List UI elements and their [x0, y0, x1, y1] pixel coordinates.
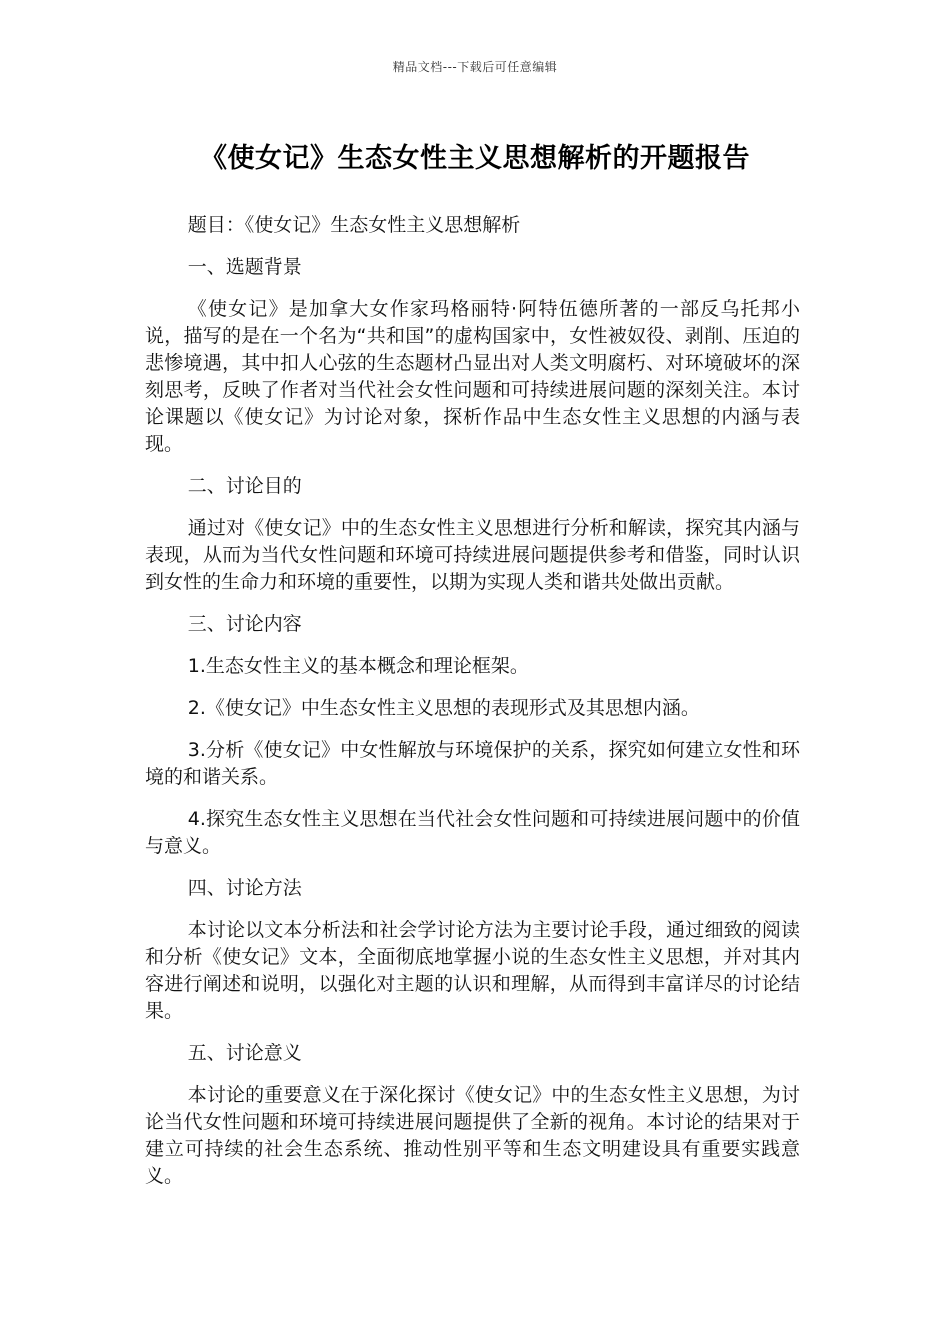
document-title: 《使女记》生态女性主义思想解析的开题报告 [200, 143, 750, 174]
section-heading-background: 一、选题背景 [187, 256, 302, 278]
method-paragraph: 本讨论以文本分析法和社会学讨论方法为主要讨论手段，通过细致的阅读和分析《使女记》文本，全面彻底地掌握小说的生态女性主义思想，并对其内容进行阐述和说明，以强化对主题的认识和理解，从而得到丰富详尽的讨论结果。 [145, 919, 800, 1022]
content-item-3: 3.分析《使女记》中女性解放与环境保护的关系，探究如何建立女性和环境的和谐关系。 [145, 739, 800, 788]
section-heading-purpose: 二、讨论目的 [187, 475, 302, 497]
background-paragraph: 《使女记》是加拿大女作家玛格丽特·阿特伍德所著的一部反乌托邦小说，描写的是在一个名为“共和国”的虚构国家中，女性被奴役、剥削、压迫的悲惨境遇，其中扣人心弦的生态题材凸显出对人类文明腐朽、对环境破坏的深刻思考，反映了作者对当代社会女性问题和可持续进展问题的深刻关注。本讨论课题以《使女记》为讨论对象，探析作品中生态女性主义思想的内涵与表现。 [145, 298, 800, 455]
significance-paragraph: 本讨论的重要意义在于深化探讨《使女记》中的生态女性主义思想，为讨论当代女性问题和环境可持续进展问题提供了全新的视角。本讨论的结果对于建立可持续的社会生态系统、推动性别平等和生态文明建设具有重要实践意义。 [145, 1084, 800, 1187]
section-heading-method: 四、讨论方法 [187, 877, 302, 899]
content-item-4: 4.探究生态女性主义思想在当代社会女性问题和可持续进展问题中的价值与意义。 [145, 808, 800, 857]
purpose-paragraph: 通过对《使女记》中的生态女性主义思想进行分析和解读，探究其内涵与表现，从而为当代女性问题和环境可持续进展问题提供参考和借鉴，同时认识到女性的生命力和环境的重要性，以期为实现人类和谐共处做出贡献。 [145, 517, 800, 593]
section-heading-significance: 五、讨论意义 [187, 1042, 302, 1064]
document-body [145, 212, 800, 1205]
content-item-2: 2.《使女记》中生态女性主义思想的表现形式及其思想内涵。 [187, 697, 700, 719]
content-item-1: 1.生态女性主义的基本概念和理论框架。 [187, 655, 529, 677]
topic-line: 题目：《使女记》生态女性主义思想解析 [187, 214, 521, 236]
section-heading-content: 三、讨论内容 [187, 613, 302, 635]
header-note: 精品文档---下载后可任意编辑 [392, 60, 558, 74]
